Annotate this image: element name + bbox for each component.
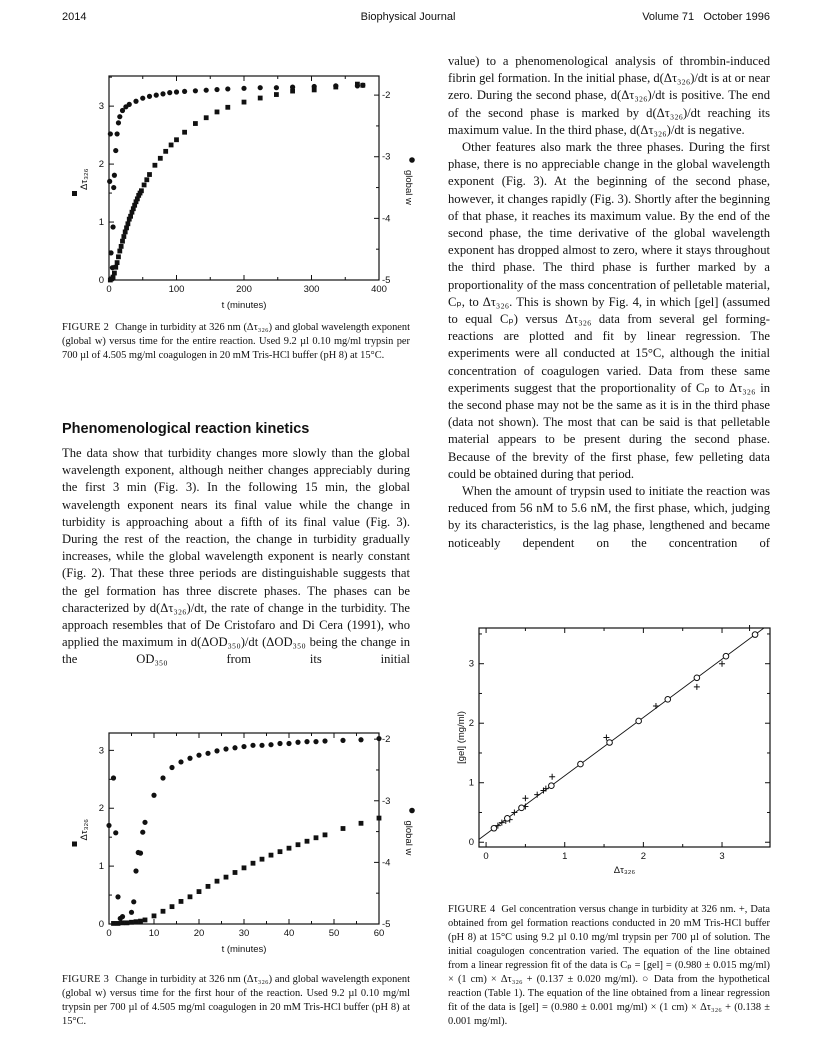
- figure-4-caption-text: Gel concentration versus change in turbidity at 326 nm. +, Data obtained from gel formation reactions conducted in 20 mM Tris-HCl buffer (pH 8) at 15°C using 9.2 µl 0.10 mg/ml trypsin per 700 µl of solution. The initial coagulogen concentration varied. The equation of the line obtained from a linear regression fit of the data is Cₚ = [gel] = (0.980 ± 0.015 mg/ml) × (1 cm) × Δτ₃₂₆ + (0.137 ± 0.020 mg/ml). ○ Data from the hypothetical reaction (Table 1). The equation of the line obtained from a linear regression fit of the data is [gel] = (0.980 ± 0.001 mg/ml) × (1 cm) × Δτ₃₂₆ + (0.138 ± 0.001 mg/ml).: [448, 904, 770, 1027]
- figure-2-caption: [62, 321, 410, 363]
- y-tick-label: 0: [468, 837, 474, 849]
- open-circle-data-point: [752, 632, 758, 638]
- y2-tick-label: -5: [382, 919, 391, 930]
- open-circle-data-point: [549, 783, 555, 789]
- figure-2-label: FIGURE 2: [62, 322, 110, 333]
- y2-tick-label: -3: [382, 795, 391, 807]
- paragraph: Other features also mark the three phases. During the first phase, there is no appreciable change in the global wavelength exponent (Fig. 3). At the beginning of the second phase, however, it changes rapidly (Fig. 3). Shortly after the beginning of that phase, it reaches its maximum value. By the end of the second phase, the time derivative of the global wavelength exponent has dropped almost to zero, where it stays throughout the third phase. The third phase is further marked by a proportionality of the mass concentration of pelletable material, Cₚ, to Δτ₃₂₆. This is shown by Fig. 4, in which [gel] (assumed to equal Cₚ) versus Δτ₃₂₆ data from several gel forming-reactions are plotted and fit by linear regression. The experiments were all conducted at 15°C, although the initial concentration of coagulogen varied. Data from these same experiments suggest that the proportionality of Cₚ to Δτ₃₂₆ in the second phase may not be the same as it is in the third phase (data not shown). The most that can be said is that pelletable material appears to be present during the second phase. Because of the brevity of the first phase, few pelleting data could be obtained during that period.: [448, 140, 770, 481]
- issue-info: Volume 71 October 1996: [642, 11, 770, 23]
- y2-tick-label: -2: [382, 90, 391, 102]
- y2-tick-label: -2: [382, 734, 391, 746]
- x-tick-label: 0: [106, 284, 112, 295]
- plot-frame: [479, 628, 770, 847]
- y2-tick-label: -3: [382, 151, 391, 163]
- y2-tick-label: -4: [382, 857, 391, 869]
- plus-data-point: [719, 661, 725, 667]
- open-circle-data-point: [723, 653, 729, 659]
- left-column-text: [62, 445, 410, 669]
- section-heading: Phenomenological reaction kinetics: [62, 421, 310, 437]
- x-tick-label: 30: [238, 928, 250, 939]
- figure-3-label: FIGURE 3: [62, 974, 110, 985]
- right-column-text: [448, 53, 770, 552]
- x-tick-label: 40: [283, 928, 295, 939]
- y-tick-label: 0: [98, 919, 104, 930]
- open-circle-data-point: [636, 718, 642, 724]
- figure-3-caption: [62, 973, 410, 1029]
- open-circle-data-point: [505, 816, 511, 822]
- y-tick-label: 2: [98, 803, 104, 815]
- x-tick-label: 400: [371, 284, 387, 295]
- plus-data-point: [747, 625, 753, 631]
- open-circle-data-point: [607, 740, 613, 746]
- x-tick-label: 0: [106, 928, 112, 939]
- y2-axis-label: global w: [403, 170, 414, 205]
- figure-2-caption-text: Change in turbidity at 326 nm (Δτ₃₂₆) and global wavelength exponent (global w) versus time for the entire reaction. Used 9.2 µl 0.10 mg/ml trypsin per 700 µl of 4.505 mg/ml coagulogen in 20 mM Tris-HCl buffer (pH 8) at 15°C.: [62, 322, 410, 361]
- figure-4-label: FIGURE 4: [448, 904, 496, 915]
- x-tick-label: 100: [168, 284, 185, 295]
- open-circle-data-point: [519, 805, 525, 811]
- y-tick-label: 0: [98, 275, 104, 286]
- x-tick-label: 1: [562, 851, 568, 862]
- y-tick-label: 1: [468, 777, 474, 789]
- paragraph: value) to a phenomenological analysis of thrombin-induced fibrin gel formation. In the initial phase, d(Δτ₃₂₆)/dt is at or near zero. During the second phase, d(Δτ₃₂₆)/dt is positive. The end of the second phase is marked by d(Δτ₃₂₆)/dt reaching its maximum value. In the third phase, d(Δτ₃₂₆)/dt is negative.: [448, 54, 770, 137]
- y-tick-label: 3: [98, 745, 104, 757]
- x-axis-label: t (minutes): [221, 300, 267, 311]
- y2-tick-label: -4: [382, 213, 391, 225]
- x-tick-label: 10: [148, 928, 160, 939]
- x-tick-label: 60: [373, 928, 385, 939]
- plus-data-point: [549, 774, 555, 780]
- y-axis-label: [gel] (mg/ml): [456, 711, 467, 764]
- y-tick-label: 1: [98, 217, 104, 229]
- y-tick-label: 2: [468, 718, 474, 730]
- plus-data-point: [653, 703, 659, 709]
- open-circle-data-point: [694, 675, 700, 681]
- plus-data-point: [534, 792, 540, 798]
- figure-4-caption: [448, 903, 770, 1029]
- x-tick-label: 2: [640, 851, 647, 862]
- x-tick-label: 3: [719, 851, 725, 862]
- journal-name: Biophysical Journal: [360, 11, 456, 23]
- plus-data-point: [522, 795, 528, 801]
- x-tick-label: 50: [328, 928, 340, 939]
- y-axis-label: Δτ₃₂₆: [79, 168, 90, 190]
- y-tick-label: 2: [98, 159, 104, 171]
- y-tick-label: 3: [98, 101, 104, 113]
- x-tick-label: 300: [303, 284, 320, 295]
- x-tick-label: 20: [193, 928, 205, 939]
- x-tick-label: 200: [236, 284, 252, 295]
- x-axis-label: Δτ₃₂₆: [613, 865, 636, 876]
- y-tick-label: 3: [468, 658, 474, 670]
- x-tick-label: 0: [483, 851, 489, 862]
- y-axis-label: Δτ₃₂₆: [79, 819, 90, 841]
- y2-tick-label: -5: [382, 275, 391, 286]
- figure-3-caption-text: Change in turbidity at 326 nm (Δτ₃₂₆) and global wavelength exponent (global w) versus time for the first hour of the reaction. Used 9.2 µl 0.10 mg/ml trypsin per 700 µl of 4.505 mg/ml coagulogen in 20 mM Tris-HCl buffer (pH 8) at 15°C.: [62, 974, 410, 1027]
- y2-axis-label: global w: [403, 820, 414, 856]
- open-circle-data-point: [578, 761, 584, 767]
- page-number: 2014: [62, 11, 87, 23]
- plus-data-point: [694, 684, 700, 690]
- paragraph: When the amount of trypsin used to initiate the reaction was reduced from 56 nM to 5.6 nM, the first phase, which, judging by its characteristics, is the lag phase, lengthened and became noticeably dependent on the concentration of: [448, 484, 770, 550]
- x-axis-label: t (minutes): [221, 944, 267, 955]
- open-circle-data-point: [665, 697, 671, 703]
- open-circle-data-point: [491, 825, 497, 831]
- y-tick-label: 1: [98, 861, 104, 873]
- paragraph: The data show that turbidity changes more slowly than the global wavelength exponent, although neither changes appreciably during the first 3 min (Fig. 3). In the following 15 min, the global wavelength exponent nears its final value while the change in turbidity is approaching about a fifth of its final value (Fig. 3). During the rest of the reaction, the change in turbidity gradually increases, while the global wavelength exponent is nearly constant (Fig. 2). That these three periods are distinguishable suggests that the gel formation has three discrete phases. The phases can be characterized by d(Δτ₃₂₆)/dt, the rate of change in the turbidity. The approach resembles that of De Cristofaro and Di Cera (1991), who applied the maximum in d(ΔOD₃₅₀)/dt (ΔOD₃₅₀ being the change in the OD₃₅₀ from its initial: [62, 446, 410, 667]
